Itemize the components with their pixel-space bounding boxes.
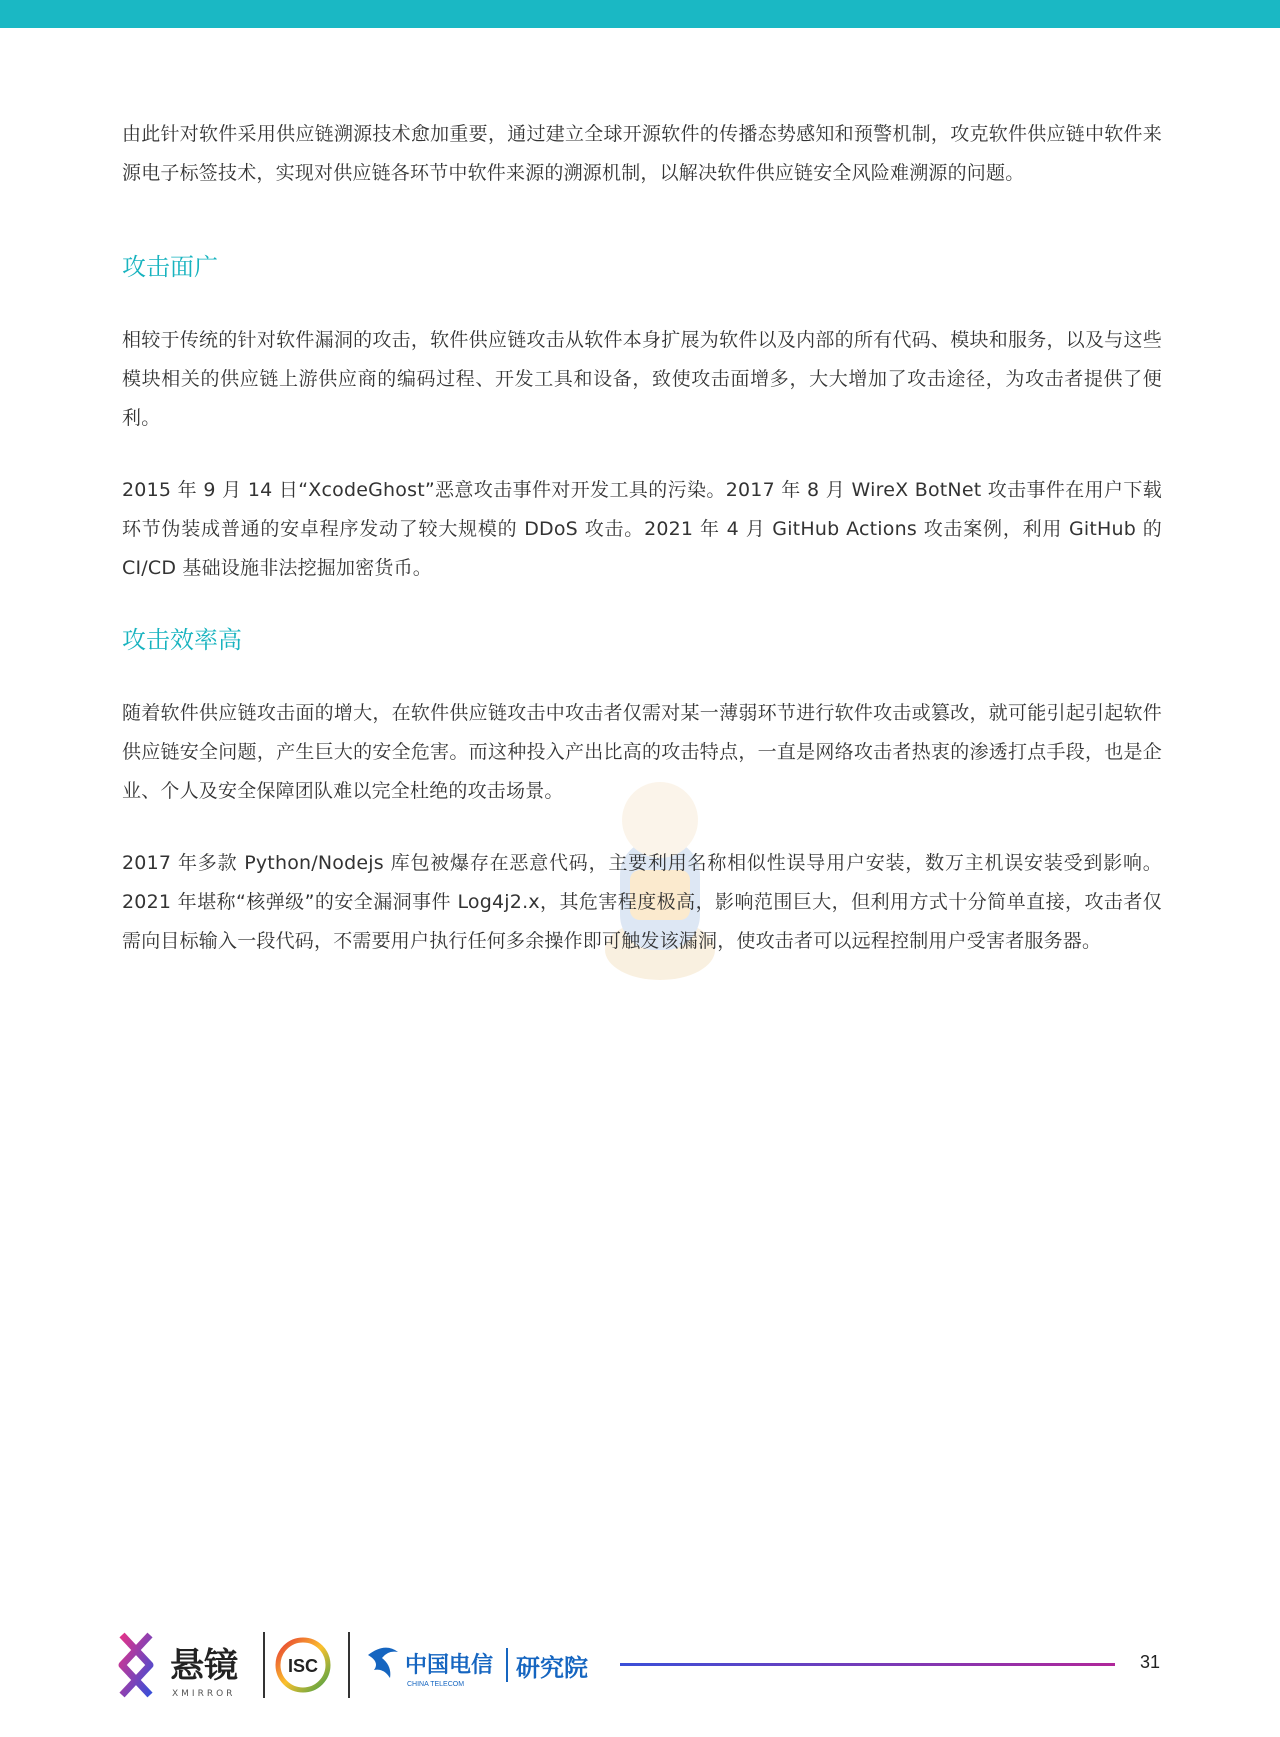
research-institute-text: 研究院 <box>516 1653 588 1682</box>
china-telecom-logo-text: 中国电信 <box>405 1653 494 1678</box>
page-content <box>122 115 1162 961</box>
paragraph-efficiency-examples: 2017 年多款 Python/Nodejs 库包被爆存在恶意代码，主要利用名称相似性误导用户安装，数万主机误安装受到影响。2021 年堪称“核弹级”的安全漏洞事件 Log4j2.x，其危害程度极高，影响范围巨大，但利用方式十分简单直接，攻击者仅需向目标输入一段代码，不需要用户执行任何多余操作即可触发该漏洞，使攻击者可以远程控制用户受害者服务器。 <box>122 852 1162 952</box>
xmirror-logo-subtext: XMIRROR <box>172 1689 236 1699</box>
xmirror-logo-icon <box>122 1635 150 1695</box>
isc-logo-text: ISC <box>287 1656 319 1676</box>
footer-gradient-line <box>620 1663 1115 1666</box>
page-number: 31 <box>1140 1652 1161 1672</box>
footer-logos <box>0 1620 1280 1710</box>
footer <box>0 1620 1280 1710</box>
china-telecom-logo-subtext: CHINA TELECOM <box>407 1681 465 1688</box>
paragraph-attack-surface: 相较于传统的针对软件漏洞的攻击，软件供应链攻击从软件本身扩展为软件以及内部的所有代码、模块和服务，以及与这些模块相关的供应链上游供应商的编码过程、开发工具和设备，致使攻击面增多，大大增加了攻击途径，为攻击者提供了便利。 <box>122 329 1162 429</box>
top-accent-bar <box>0 0 1280 28</box>
section-title-wide-attack-surface: 攻击面广 <box>122 253 218 281</box>
paragraph-attack-efficiency: 随着软件供应链攻击面的增大，在软件供应链攻击中攻击者仅需对某一薄弱环节进行软件攻击或篡改，就可能引起引起软件供应链安全问题，产生巨大的安全危害。而这种投入产出比高的攻击特点，一直是网络攻击者热衷的渗透打点手段，也是企业、个人及安全保障团队难以完全杜绝的攻击场景。 <box>122 702 1162 802</box>
xmirror-logo-text: 悬镜 <box>170 1646 238 1686</box>
paragraph-traceability: 由此针对软件采用供应链溯源技术愈加重要，通过建立全球开源软件的传播态势感知和预警机制，攻克软件供应链中软件来源电子标签技术，实现对供应链各环节中软件来源的溯源机制，以解决软件供应链安全风险难溯源的问题。 <box>122 123 1162 184</box>
section-title-high-efficiency: 攻击效率高 <box>122 626 242 654</box>
china-telecom-logo-icon <box>368 1648 398 1678</box>
paragraph-attack-examples: 2015 年 9 月 14 日“XcodeGhost”恶意攻击事件对开发工具的污染。2017 年 8 月 WireX BotNet 攻击事件在用户下载环节伪装成普通的安卓程序发动了较大规模的 DDoS 攻击。2021 年 4 月 GitHub Actions 攻击案例，利用 GitHub 的 CI/CD 基础设施非法挖掘加密货币。 <box>122 479 1162 579</box>
